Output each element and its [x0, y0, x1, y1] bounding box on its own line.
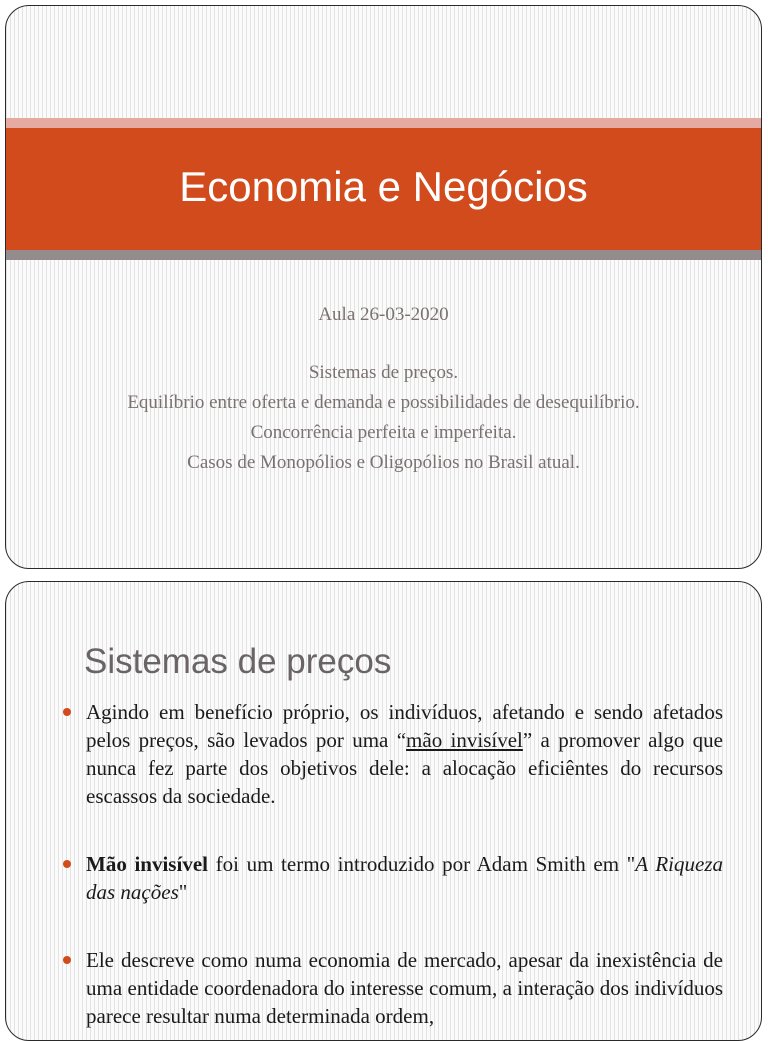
bullet-list: [62, 698, 723, 1030]
bullet-item: [62, 698, 723, 810]
bullet-text: ": [178, 880, 188, 904]
bullet-dot-icon: [63, 956, 71, 964]
content-slide: [5, 581, 762, 1041]
topic-line: Sistemas de preços.: [308, 362, 459, 383]
subtitle-block: [6, 300, 761, 478]
book-title: A Riqueza das nações: [86, 852, 724, 904]
bullet-text: foi um termo introduzido por Adam Smith em ": [207, 852, 636, 876]
slide-heading: Sistemas de preços: [84, 642, 392, 681]
title-band-bottom-stripe: [6, 250, 761, 260]
topic-line: Equilíbrio entre oferta e demanda e possibilidades de desequilíbrio.: [127, 392, 640, 413]
title-slide: [5, 5, 762, 569]
bullet-dot-icon: [63, 708, 71, 716]
topic-line: Concorrência perfeita e imperfeita.: [250, 422, 517, 443]
date-line: Aula 26-03-2020: [318, 304, 449, 325]
title-band: [6, 128, 761, 250]
slide-title: Economia e Negócios: [179, 163, 588, 210]
bullet-text: ” a promover algo que nunca fez parte dos objetivos dele: a alocação eficiêntes do recursos escassos da sociedade.: [86, 728, 723, 808]
bullet-item: [62, 946, 723, 1030]
bullet-text: Ele descreve como numa economia de mercado, apesar da inexistência de uma entidade coordenadora do interesse comum, a interação dos indivíduos parece resultar numa determinada ordem,: [86, 948, 723, 1028]
bullet-dot-icon: [63, 860, 71, 868]
bullet-item: [62, 850, 723, 906]
underlined-term: mão invisível: [406, 728, 523, 752]
bold-term: Mão invisível: [86, 852, 208, 876]
topic-line: Casos de Monopólios e Oligopólios no Brasil atual.: [187, 452, 580, 473]
title-band-top-stripe: [6, 118, 761, 128]
bullet-text: Agindo em benefício próprio, os indivíduos, afetando e sendo afetados pelos preços, são levados por uma “: [86, 700, 723, 752]
